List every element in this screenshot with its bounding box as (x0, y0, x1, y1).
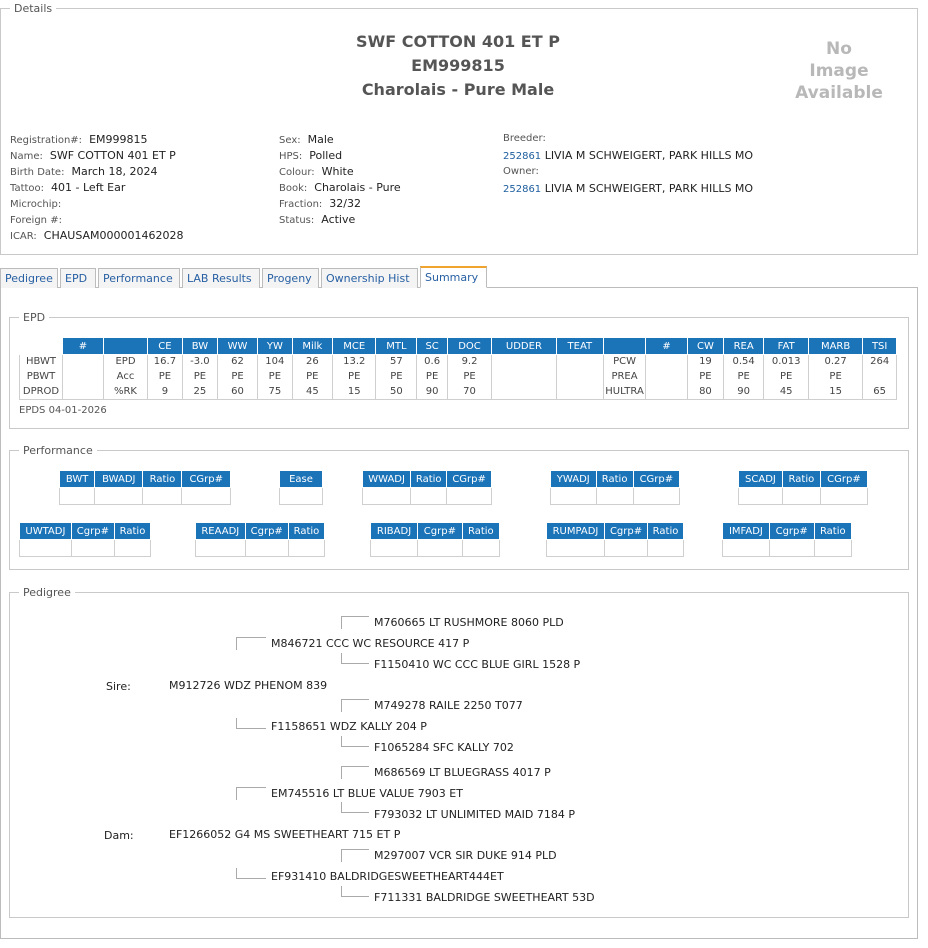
colour-value: White (321, 165, 354, 178)
cgrp-header: Cgrp# (71, 523, 114, 540)
registration-title: EM999815 (411, 56, 505, 75)
epd-cell (492, 385, 556, 400)
sire[interactable]: M912726 WDZ PHENOM 839 (169, 679, 328, 692)
epd-cell (492, 355, 556, 370)
epd-header-marb: MARB (808, 338, 862, 355)
epd-cell: PE (376, 370, 417, 385)
ratio-header: Ratio (782, 471, 820, 488)
reaadj-header: REAADJ (196, 523, 246, 540)
sire-sire-sire[interactable]: M760665 LT RUSHMORE 8060 PLD (374, 616, 564, 629)
epd-right-label: HULTRA (604, 385, 646, 400)
epd-row (20, 385, 897, 400)
epd-cell: 104 (258, 355, 292, 370)
tab-progeny[interactable]: Progeny (262, 268, 319, 288)
owner-name: LIVIA M SCHWEIGERT, PARK HILLS MO (544, 182, 754, 195)
dam-sire[interactable]: EM745516 LT BLUE VALUE 7903 ET (271, 787, 463, 800)
registration-label: Registration#: (10, 135, 83, 146)
status-value: Active (321, 213, 356, 226)
fraction-value: 32/32 (329, 197, 361, 210)
pedigree-connector (341, 849, 369, 862)
details-left-column (10, 133, 184, 245)
sire-dam-sire[interactable]: M749278 RAILE 2250 T077 (374, 699, 523, 712)
epd-cell: 90 (723, 385, 764, 400)
epd-cell: PE (723, 370, 764, 385)
tattoo-label: Tattoo: (10, 183, 45, 194)
epd-cell: 65 (863, 385, 897, 400)
epd-cell: 45 (764, 385, 808, 400)
hps-value: Polled (309, 149, 343, 162)
dam-label: Dam: (104, 829, 134, 842)
icar-value: CHAUSAM000001462028 (43, 229, 184, 242)
dam-sire-sire[interactable]: M686569 LT BLUEGRASS 4017 P (374, 766, 551, 779)
epd-cell: PE (447, 370, 491, 385)
epd-cell: PE (182, 370, 217, 385)
epd-cell: 15 (808, 385, 862, 400)
pedigree-connector (341, 699, 369, 712)
owner-label: Owner: (503, 166, 539, 177)
epd-header-ce: CE (148, 338, 183, 355)
no-image-placeholder: No Image Available (795, 39, 883, 103)
cgrp-header: CGrp# (182, 471, 231, 488)
bwadj-header: BWADJ (95, 471, 143, 488)
pedigree-connector (236, 868, 266, 879)
tab-summary[interactable]: Summary (420, 266, 487, 288)
details-right-column (503, 133, 753, 198)
epd-cell: PE (808, 370, 862, 385)
cgrp-header: Cgrp# (245, 523, 288, 540)
tattoo-value: 401 - Left Ear (51, 181, 126, 194)
wwadj-header: WWADJ (363, 471, 411, 488)
rumpadj-table (546, 522, 684, 557)
epd-right-hash-header: # (646, 338, 688, 355)
epd-cell: 25 (182, 385, 217, 400)
epd-row (20, 355, 897, 370)
epd-cell: 0.6 (417, 355, 448, 370)
pedigree-legend: Pedigree (19, 586, 75, 599)
colour-label: Colour: (279, 167, 315, 178)
book-value: Charolais - Pure (314, 181, 401, 194)
epd-header-fat: FAT (764, 338, 808, 355)
epd-cell: PE (688, 370, 724, 385)
cgrp-header: CGrp# (633, 471, 679, 488)
ease-table (279, 470, 323, 505)
microchip-label: Microchip: (10, 199, 62, 210)
fraction-label: Fraction: (279, 199, 323, 210)
breed-title: Charolais - Pure Male (361, 80, 555, 99)
performance-legend: Performance (19, 444, 97, 457)
foreign-label: Foreign #: (10, 215, 62, 226)
imfadj-table (722, 522, 852, 557)
ratio-header: Ratio (462, 523, 499, 540)
epd-header-bw: BW (182, 338, 217, 355)
ratio-header: Ratio (288, 523, 324, 540)
pedigree-connector (236, 718, 266, 729)
pedigree-connector (341, 766, 369, 779)
scadj-table (738, 470, 868, 505)
pedigree-connector (341, 653, 369, 664)
epd-header-mce: MCE (333, 338, 376, 355)
epd-header-doc: DOC (447, 338, 491, 355)
registration-value: EM999815 (89, 133, 148, 146)
epd-cell (492, 370, 556, 385)
sex-value: Male (307, 133, 334, 146)
epd-header-yw: YW (258, 338, 292, 355)
breeder-label: Breeder: (503, 133, 546, 144)
epd-cell: 45 (292, 385, 332, 400)
bwt-table (59, 470, 231, 505)
epd-cell: PE (148, 370, 183, 385)
epd-right-label: PCW (604, 355, 646, 370)
epd-header-mtl: MTL (376, 338, 417, 355)
pedigree-connector (341, 802, 369, 813)
epd-cell: 26 (292, 355, 332, 370)
sire-dam[interactable]: F1158651 WDZ KALLY 204 P (271, 720, 427, 733)
dam[interactable]: EF1266052 G4 MS SWEETHEART 715 ET P (169, 828, 401, 841)
epd-cell: PE (217, 370, 257, 385)
details-middle-column (279, 133, 401, 229)
imfadj-header: IMFADJ (723, 523, 770, 540)
cgrp-header: CGrp# (820, 471, 867, 488)
ratio-header: Ratio (814, 523, 851, 540)
epd-cell: 0.013 (764, 355, 808, 370)
epd-cell: 90 (417, 385, 448, 400)
dam-dam-sire[interactable]: M297007 VCR SIR DUKE 914 PLD (374, 849, 557, 862)
pedigree-connector (341, 616, 369, 629)
book-label: Book: (279, 183, 308, 194)
epd-type: EPD (104, 355, 148, 370)
epd-cell: 57 (376, 355, 417, 370)
epd-header-rea: REA (723, 338, 764, 355)
ratio-header: Ratio (114, 523, 150, 540)
epd-cell (556, 355, 603, 370)
epd-table (19, 337, 897, 400)
reaadj-table (195, 522, 325, 557)
cgrp-header: CGrp# (447, 471, 492, 488)
epd-cell: 264 (863, 355, 897, 370)
ratio-header: Ratio (143, 471, 182, 488)
ratio-header: Ratio (596, 471, 633, 488)
epd-type: %RK (104, 385, 148, 400)
epd-header-teat: TEAT (556, 338, 603, 355)
epd-header-udder: UDDER (492, 338, 556, 355)
epd-header-cw: CW (688, 338, 724, 355)
epd-header-milk: Milk (292, 338, 332, 355)
epd-cell: 0.54 (723, 355, 764, 370)
epd-cell: PE (417, 370, 448, 385)
epd-hash-header: # (63, 338, 104, 355)
epd-cell: 70 (447, 385, 491, 400)
icar-label: ICAR: (10, 231, 37, 242)
scadj-header: SCADJ (739, 471, 783, 488)
epd-header-ww: WW (217, 338, 257, 355)
epd-right-label: PREA (604, 370, 646, 385)
cgrp-header: Cgrp# (769, 523, 814, 540)
hps-label: HPS: (279, 151, 303, 162)
birth-date-value: March 18, 2024 (71, 165, 158, 178)
name-value: SWF COTTON 401 ET P (49, 149, 176, 162)
bwt-header: BWT (60, 471, 95, 488)
sire-sire[interactable]: M846721 CCC WC RESOURCE 417 P (271, 637, 470, 650)
epd-header-sc: SC (417, 338, 448, 355)
epd-cell: 75 (258, 385, 292, 400)
ratio-header: Ratio (648, 523, 684, 540)
epd-cell: PE (764, 370, 808, 385)
wwadj-table (362, 470, 492, 505)
status-label: Status: (279, 215, 315, 226)
name-label: Name: (10, 151, 43, 162)
epd-cell: 15 (333, 385, 376, 400)
epd-row-label: DPROD (20, 385, 63, 400)
pedigree-connector (341, 736, 369, 747)
epd-date: EPDS 04-01-2026 (19, 405, 107, 416)
epd-type: Acc (104, 370, 148, 385)
epd-cell: 13.2 (333, 355, 376, 370)
epd-cell: PE (258, 370, 292, 385)
epd-cell: 62 (217, 355, 257, 370)
details-legend: Details (10, 2, 56, 15)
epd-header-tsi: TSI (863, 338, 897, 355)
dam-sire-dam[interactable]: F793032 LT UNLIMITED MAID 7184 P (374, 808, 576, 821)
pedigree-connector (236, 637, 266, 650)
owner-id-link[interactable]: 252861 (503, 184, 542, 195)
epd-row-label: HBWT (20, 355, 63, 370)
sex-label: Sex: (279, 135, 301, 146)
epd-cell (556, 370, 603, 385)
epd-cell: 60 (217, 385, 257, 400)
tab-pedigree[interactable]: Pedigree (0, 268, 58, 288)
pedigree-connector (341, 886, 369, 897)
animal-name-title: SWF COTTON 401 ET P (356, 32, 560, 51)
cgrp-header: Cgrp# (605, 523, 648, 540)
sire-dam-dam[interactable]: F1065284 SFC KALLY 702 (374, 741, 514, 754)
epd-cell: 9 (148, 385, 183, 400)
epd-cell: PE (292, 370, 332, 385)
epd-cell: 16.7 (148, 355, 183, 370)
ywadj-header: YWADJ (551, 471, 597, 488)
epd-cell: 9.2 (447, 355, 491, 370)
ribadj-header: RIBADJ (371, 523, 418, 540)
rumpadj-header: RUMPADJ (547, 523, 605, 540)
epd-row (20, 370, 897, 385)
sire-label: Sire: (106, 680, 131, 693)
tab-ownership-hist[interactable]: Ownership Hist (321, 268, 418, 288)
ease-header: Ease (280, 471, 323, 488)
ywadj-table (550, 470, 680, 505)
epd-cell: 19 (688, 355, 724, 370)
dam-dam[interactable]: EF931410 BALDRIDGESWEETHEART444ET (271, 870, 504, 883)
tab-epd[interactable]: EPD (60, 268, 96, 288)
epd-cell: 80 (688, 385, 724, 400)
breeder-name: LIVIA M SCHWEIGERT, PARK HILLS MO (544, 149, 754, 162)
epd-cell (556, 385, 603, 400)
epd-cell: 0.27 (808, 355, 862, 370)
pedigree-connector (236, 787, 266, 800)
epd-cell: 50 (376, 385, 417, 400)
sire-sire-dam[interactable]: F1150410 WC CCC BLUE GIRL 1528 P (374, 658, 581, 671)
uwtadj-header: UWTADJ (20, 523, 72, 540)
epd-cell (863, 370, 897, 385)
ratio-header: Ratio (411, 471, 447, 488)
ribadj-table (370, 522, 500, 557)
epd-cell: -3.0 (182, 355, 217, 370)
dam-dam-dam[interactable]: F711331 BALDRIDGE SWEETHEART 53D (374, 891, 595, 904)
uwtadj-table (19, 522, 151, 557)
breeder-id-link[interactable]: 252861 (503, 151, 542, 162)
cgrp-header: Cgrp# (418, 523, 463, 540)
epd-row-label: PBWT (20, 370, 63, 385)
epd-legend: EPD (19, 311, 49, 324)
epd-cell: PE (333, 370, 376, 385)
tab-lab-results[interactable]: LAB Results (182, 268, 260, 288)
tab-performance[interactable]: Performance (98, 268, 180, 288)
birth-date-label: Birth Date: (10, 167, 65, 178)
